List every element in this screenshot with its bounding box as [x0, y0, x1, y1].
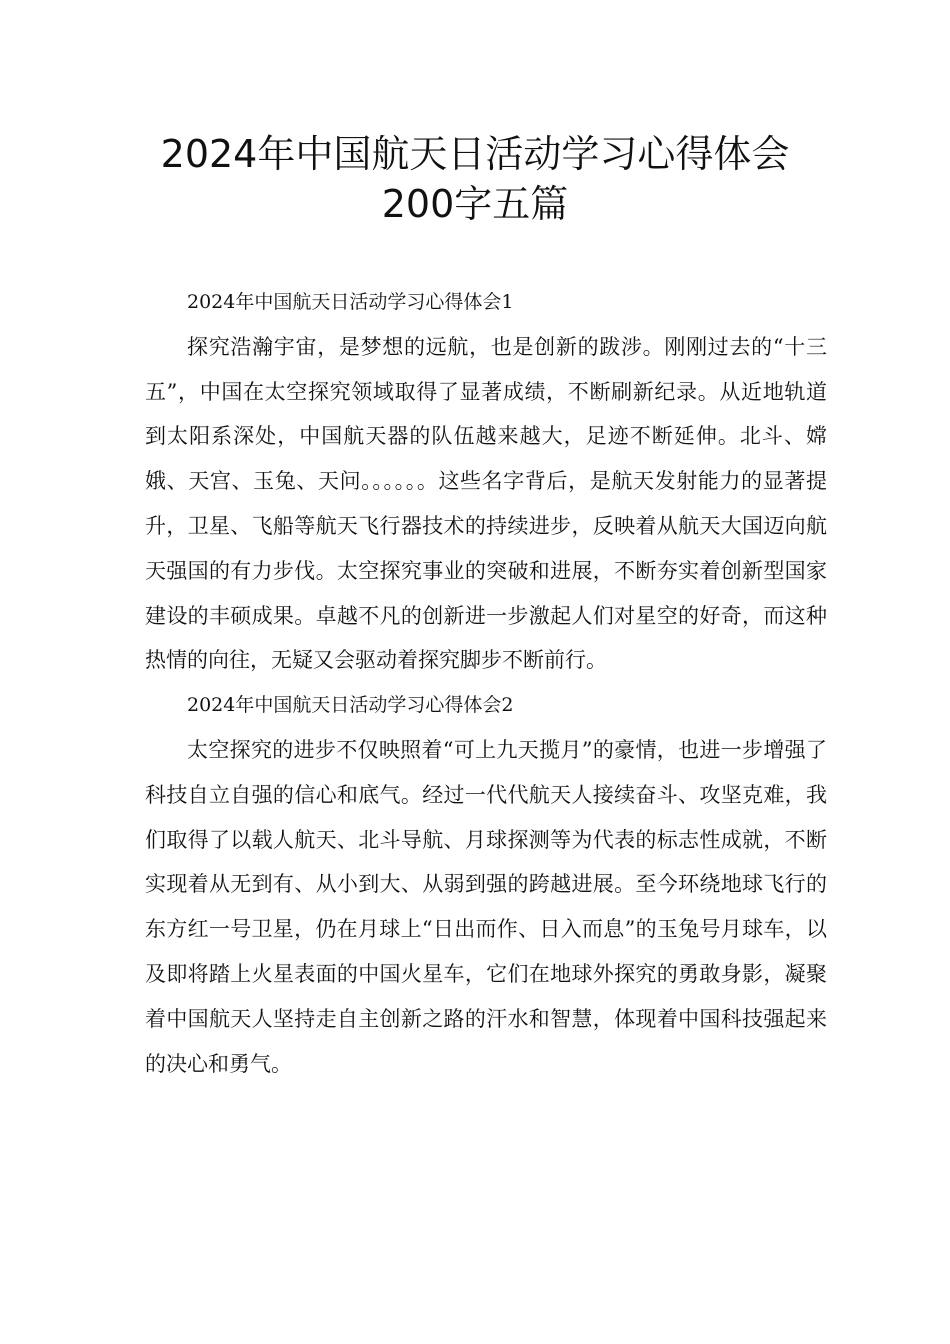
section-heading-2: 2024年中国航天日活动学习心得体会2 — [187, 694, 514, 717]
section-body-2: 太空探究的进步不仅映照着“可上九天揽月”的豪情，也进一步增强了科技自立自强的信心和底气。经过一代代航天人接续奋斗、攻坚克难，我们取得了以载人航天、北斗导航、月球探测等为代表的标志性成就，不断实现着从无到有、从小到大、从弱到强的跨越进展。至今环绕地球飞行的东方红一号卫星，仍在月球上“日出而作、日入而息”的玉兔号月球车，以及即将踏上火星表面的中国火星车，它们在地球外探究的勇敢身影，凝聚着中国航天人坚持走自主创新之路的汗水和智慧，体现着中国科技强起来的决心和勇气。 — [145, 737, 827, 1076]
document-title-line-1: 2024年中国航天日活动学习心得体会 — [160, 132, 790, 176]
document-title-line-2: 200字五篇 — [381, 182, 569, 226]
section-body-1: 探究浩瀚宇宙，是梦想的远航，也是创新的跋涉。刚刚过去的“十三五”，中国在太空探究领域取得了显著成绩，不断刷新纪录。从近地轨道到太阳系深处，中国航天器的队伍越来越大，足迹不断延伸。北斗、嫦娥、天宫、玉兔、天问。。。。。。这些名字背后，是航天发射能力的显著提升，卫星、飞船等航天飞行器技术的持续进步，反映着从航天大国迈向航天强国的有力步伐。太空探究事业的突破和进展，不断夯实着创新型国家建设的丰硕成果。卓越不凡的创新进一步激起人们对星空的好奇，而这种热情的向往，无疑又会驱动着探究脚步不断前行。 — [145, 334, 827, 673]
section-heading-1: 2024年中国航天日活动学习心得体会1 — [187, 291, 514, 313]
document-body — [145, 280, 827, 1086]
